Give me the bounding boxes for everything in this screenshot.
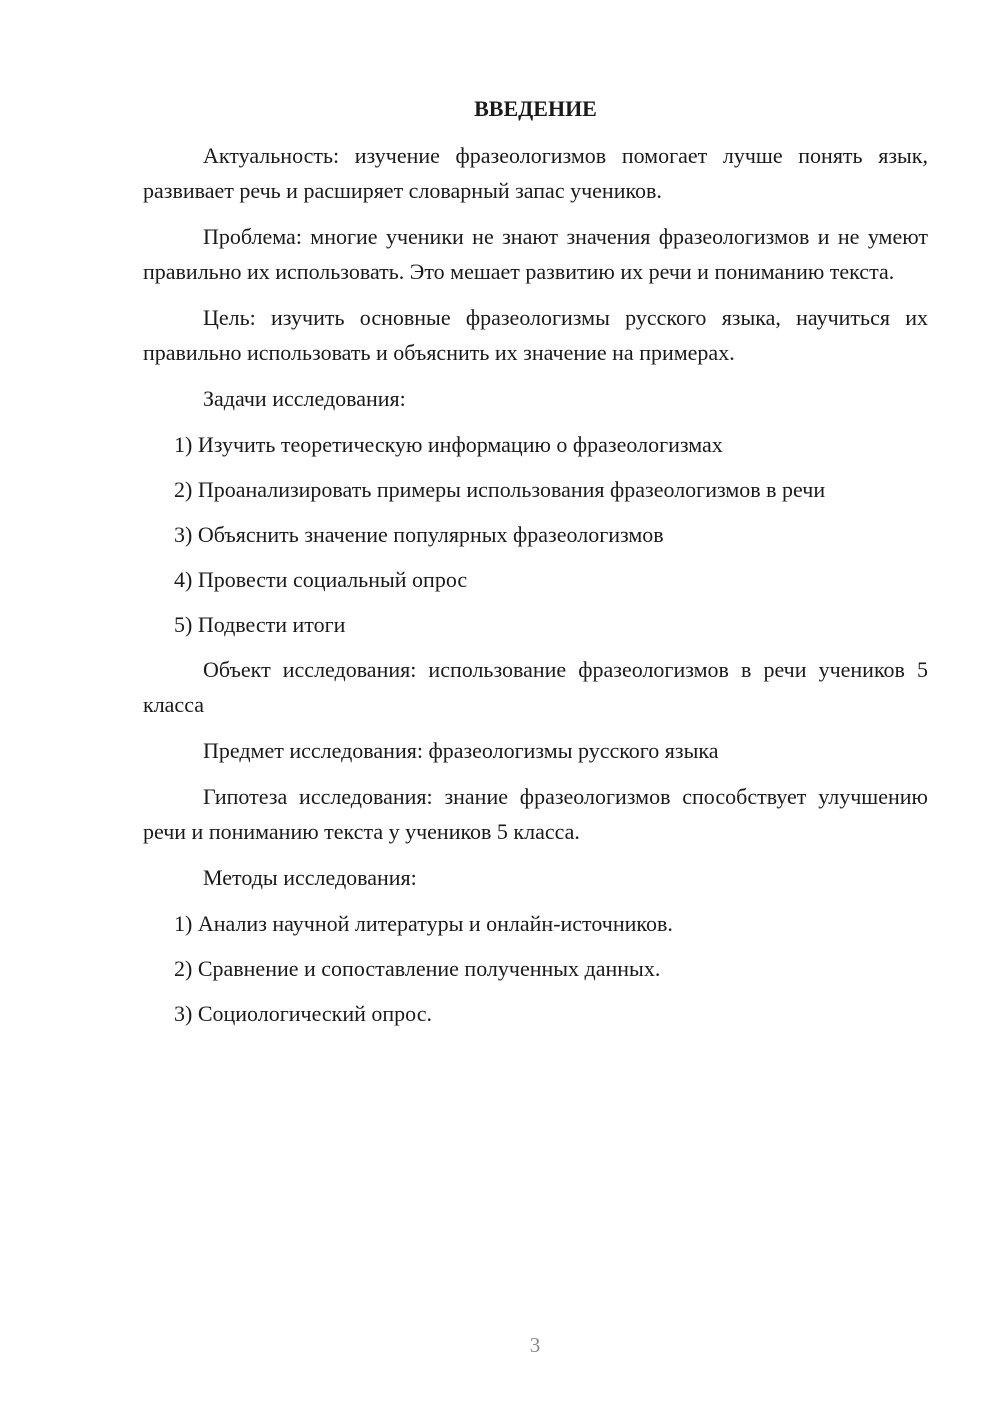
- section-title: ВВЕДЕНИЕ: [474, 96, 597, 121]
- problem-paragraph: Проблема: многие ученики не знают значения фразеологизмов и не умеют правильно их использовать. Это мешает развитию их речи и пониманию текста.: [143, 224, 928, 284]
- goal-paragraph: Цель: изучить основные фразеологизмы русского языка, научиться их правильно использовать и объяснить их значение на примерах.: [143, 305, 928, 365]
- object-paragraph: Объект исследования: использование фразеологизмов в речи учеников 5 класса: [143, 657, 928, 717]
- subject-paragraph: Предмет исследования: фразеологизмы русского языка: [203, 738, 719, 763]
- page-content: [143, 92, 928, 1041]
- method-item: 2) Сравнение и сопоставление полученных данных.: [174, 956, 661, 981]
- task-item: 3) Объяснить значение популярных фразеологизмов: [174, 522, 664, 547]
- methods-list: [143, 906, 928, 1031]
- method-item: 1) Анализ научной литературы и онлайн-источников.: [174, 911, 673, 936]
- task-item: 4) Провести социальный опрос: [174, 567, 468, 592]
- method-item: 3) Социологический опрос.: [174, 1001, 432, 1026]
- page-number: 3: [529, 1333, 541, 1357]
- task-item: 5) Подвести итоги: [174, 612, 346, 637]
- tasks-heading: Задачи исследования:: [203, 386, 406, 411]
- task-item: 2) Проанализировать примеры использования фразеологизмов в речи: [174, 477, 826, 502]
- hypothesis-paragraph: Гипотеза исследования: знание фразеологизмов способствует улучшению речи и пониманию текста у учеников 5 класса.: [143, 784, 928, 844]
- task-item: 1) Изучить теоретическую информацию о фразеологизмах: [174, 432, 723, 457]
- relevance-paragraph: Актуальность: изучение фразеологизмов помогает лучше понять язык, развивает речь и расширяет словарный запас учеников.: [143, 143, 928, 203]
- tasks-list: [143, 427, 928, 642]
- methods-heading: Методы исследования:: [203, 865, 417, 890]
